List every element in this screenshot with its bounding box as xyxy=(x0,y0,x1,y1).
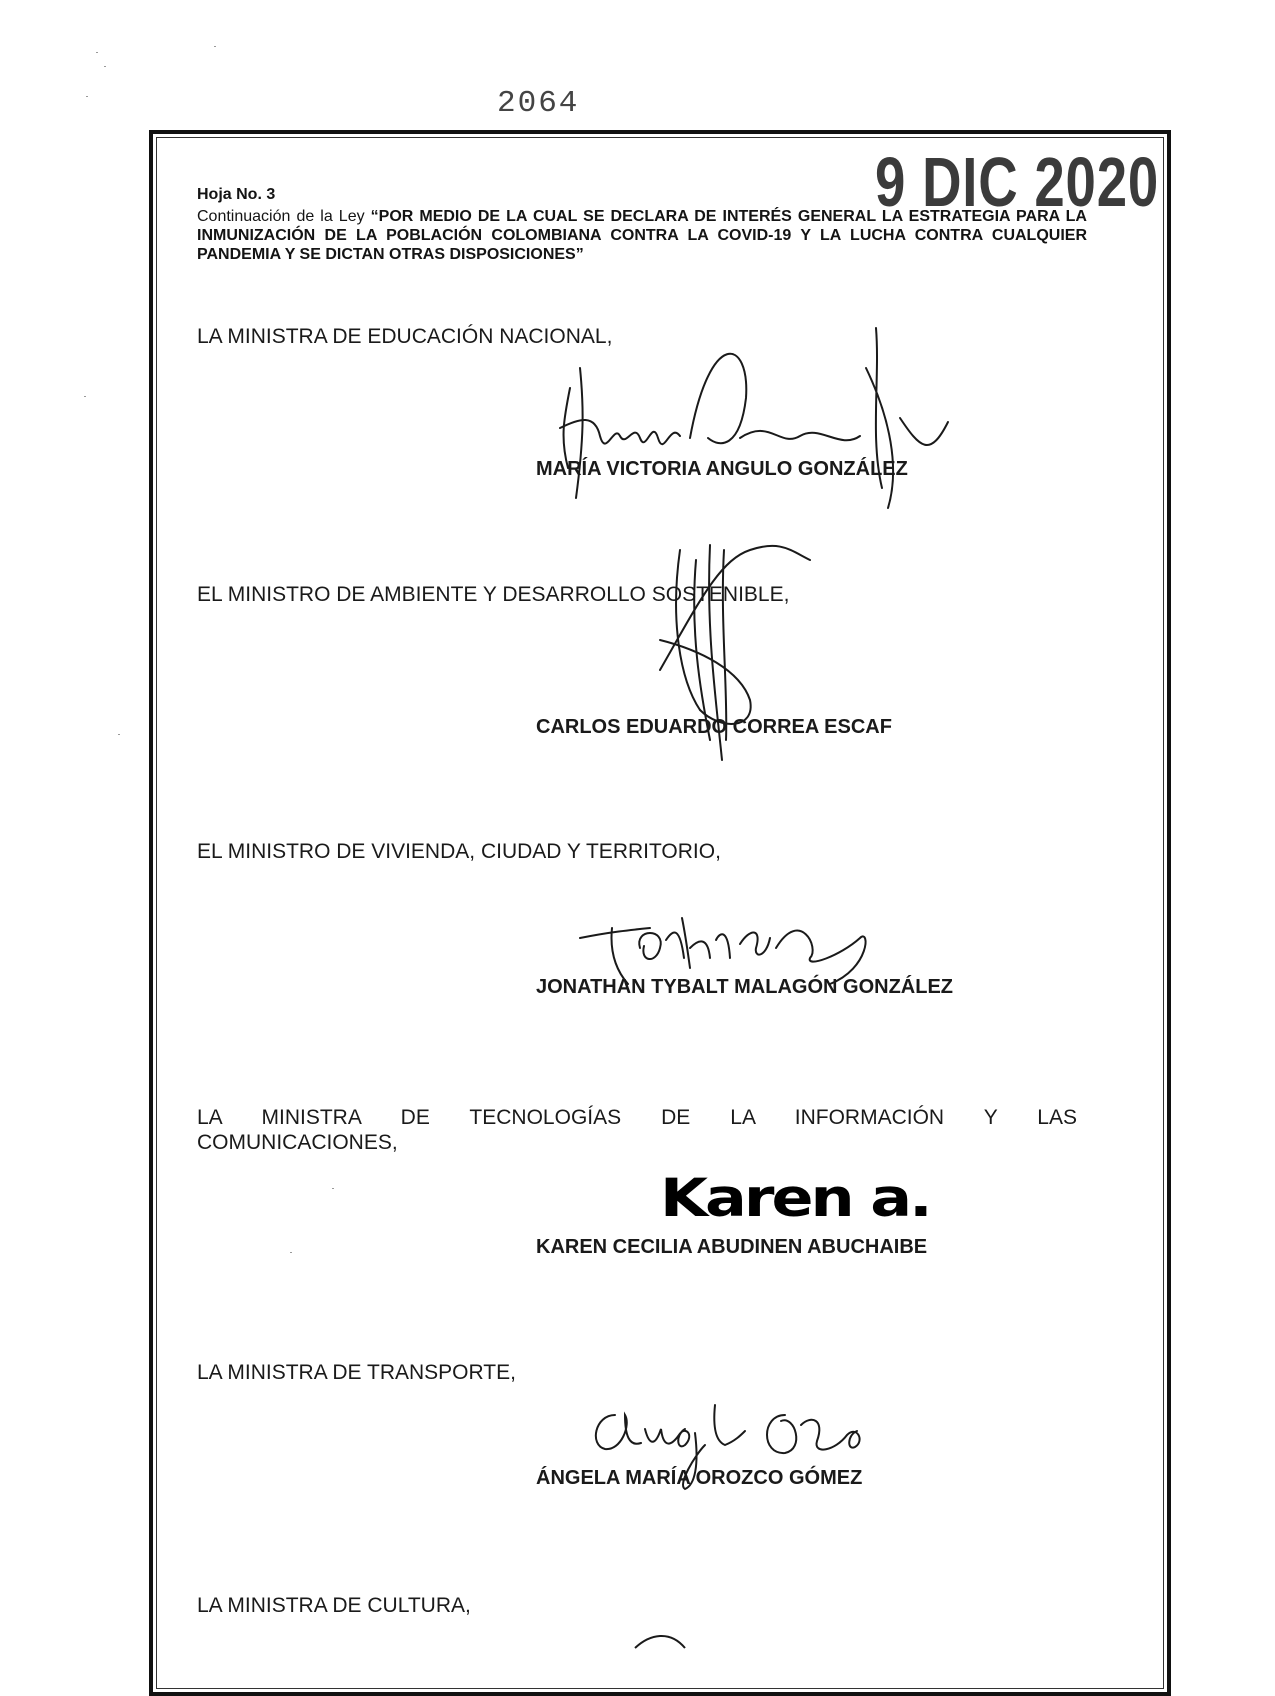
signer-housing: JONATHAN TYBALT MALAGÓN GONZÁLEZ xyxy=(536,976,954,998)
signature-ict: Karen a. xyxy=(660,1166,930,1229)
signer-education: MARÍA VICTORIA ANGULO GONZÁLEZ xyxy=(536,458,908,480)
role-culture: LA MINISTRA DE CULTURA, xyxy=(197,1594,471,1617)
law-heading xyxy=(197,207,1087,264)
signer-ict: KAREN CECILIA ABUDINEN ABUCHAIBE xyxy=(536,1236,928,1258)
sheet-number: Hoja No. 3 xyxy=(197,186,276,203)
date-stamp: 9 DIC 2020 xyxy=(875,143,1160,221)
role-education: LA MINISTRA DE EDUCACIÓN NACIONAL, xyxy=(197,325,613,348)
role-housing: EL MINISTRO DE VIVIENDA, CIUDAD Y TERRITORIO, xyxy=(197,840,721,863)
law-intro: Continuación de la Ley xyxy=(197,208,371,225)
role-transport: LA MINISTRA DE TRANSPORTE, xyxy=(197,1361,516,1384)
law-title: “POR MEDIO DE LA CUAL SE DECLARA DE INTERÉS GENERAL LA ESTRATEGIA PARA LA INMUNIZACIÓN DE LA POBLACIÓN COLOMBIANA CONTRA LA COVID-19 Y LA LUCHA CONTRA CUALQUIER PANDEMIA Y SE DICTAN OTRAS DISPOSICIONES” xyxy=(197,208,1087,263)
page-frame xyxy=(149,130,1171,1696)
signer-environment: CARLOS EDUARDO CORREA ESCAF xyxy=(536,716,892,738)
document-number: 2064 xyxy=(497,86,580,121)
signer-transport: ÁNGELA MARÍA OROZCO GÓMEZ xyxy=(536,1467,863,1489)
role-ict-line1: LA MINISTRA DE TECNOLOGÍAS DE LA INFORMACIÓN Y LAS xyxy=(197,1106,1077,1129)
role-ict-line2: COMUNICACIONES, xyxy=(197,1131,398,1154)
role-environment: EL MINISTRO DE AMBIENTE Y DESARROLLO SOSTENIBLE, xyxy=(197,583,790,606)
